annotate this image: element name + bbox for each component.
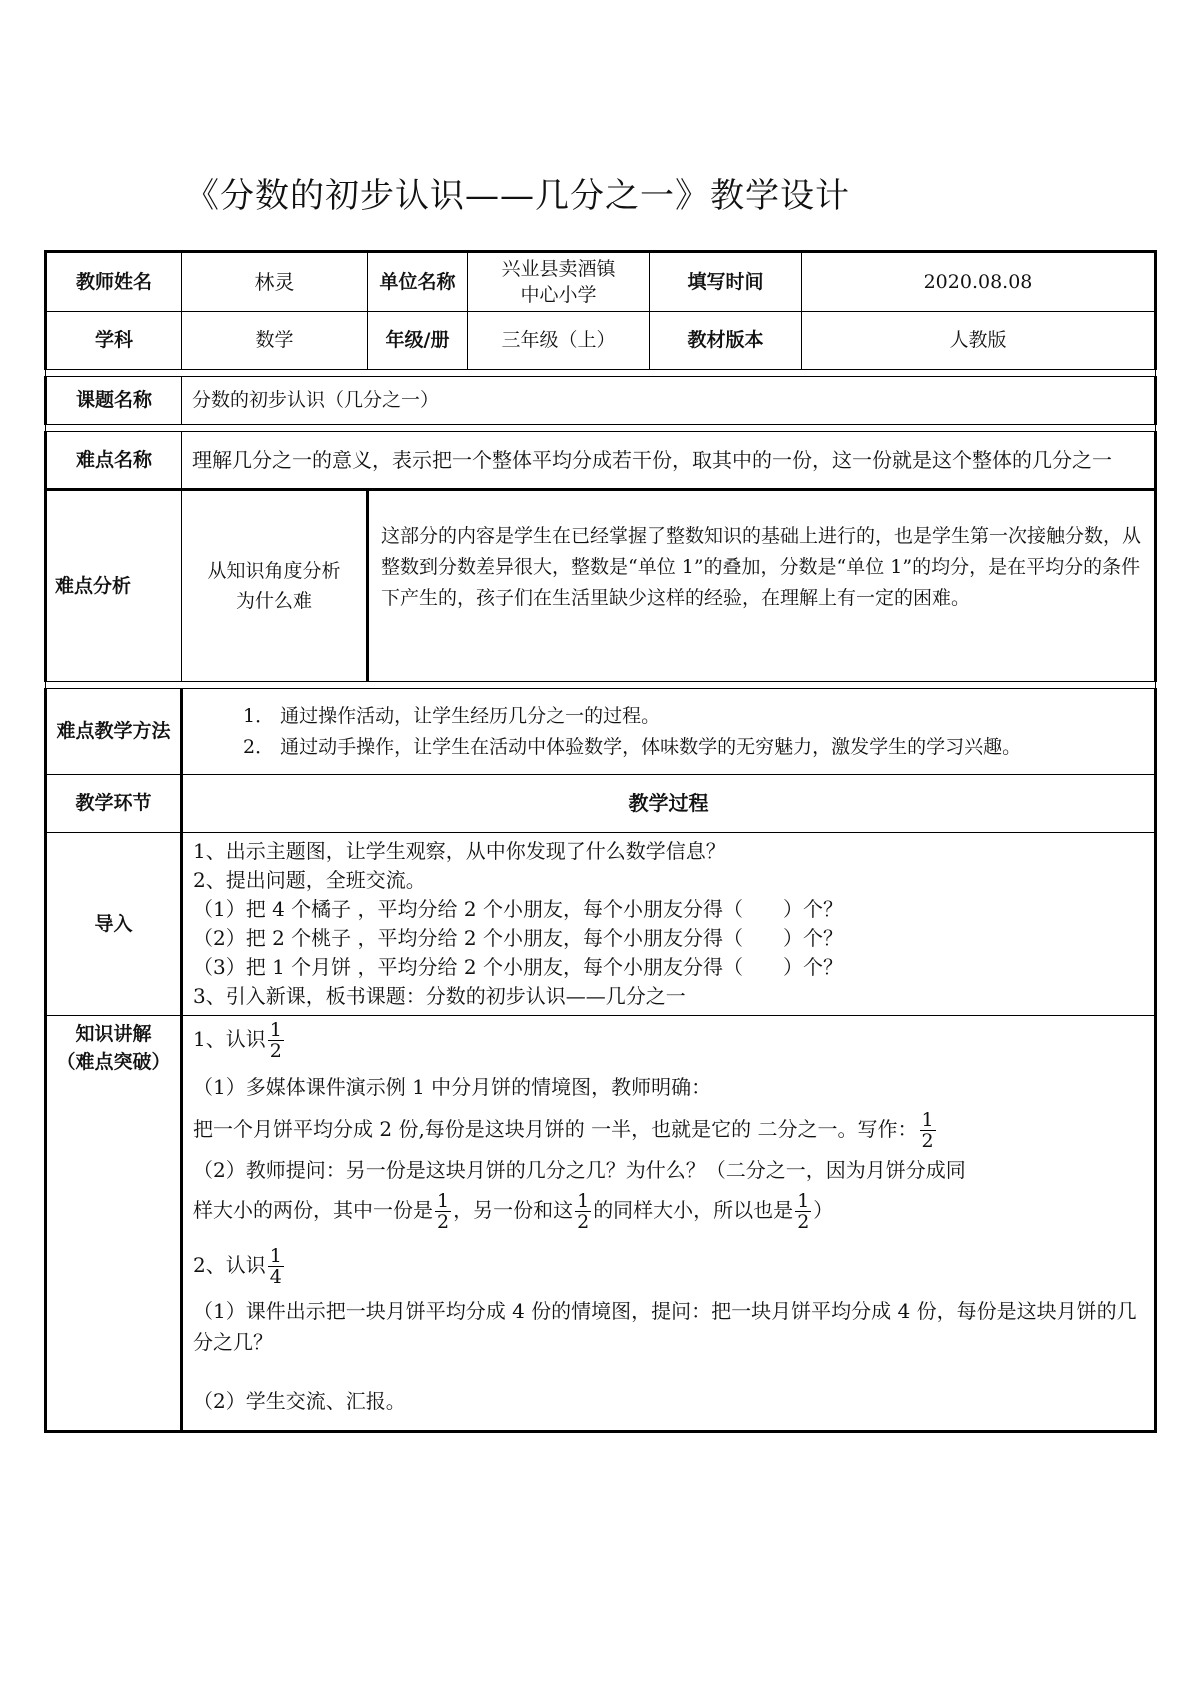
teacher-label: 教师姓名 (46, 252, 182, 312)
section-1-para-2: 把一个月饼平均分成 2 份,每份是这块月饼的 一半，也就是它的 二分之一。写作： $\frac{1}{2}$ (193, 1109, 934, 1152)
fraction-one-half: $\frac{1}{2}$ (269, 1019, 282, 1062)
analysis-value: 这部分的内容是学生在已经掌握了整数知识的基础上进行的，也是学生第一次接触分数，从整数到分数差异很大，整数是“单位 1”的叠加，分数是“单位 1”的均分，是在平均分的条件下产生的，孩子们在生活里缺少这样的经验，在理解上有一定的困难。 (368, 490, 1156, 682)
process-header-row (46, 775, 1156, 833)
unit-label: 单位名称 (368, 252, 468, 312)
difficulty-row (46, 432, 1156, 490)
fraction-one-half: $\frac{1}{2}$ (437, 1190, 450, 1233)
knowledge-row (46, 1016, 1156, 1432)
section-2-para-2: （2）学生交流、汇报。 (193, 1389, 406, 1413)
date-value: 2020.08.08 (802, 252, 1156, 312)
fraction-one-half: $\frac{1}{2}$ (577, 1190, 590, 1233)
difficulty-value: 理解几分之一的意义，表示把一个整体平均分成若干份，取其中的一份，这一份就是这个整体的几分之一 (182, 432, 1156, 490)
section-1-para-3b: 样大小的两份，其中一份是 $\frac{1}{2}$ ，另一份和这 $\frac{1}{2}$ 的同样大小，所以也是 $\frac{1}{2}$ ） (193, 1190, 834, 1233)
fraction-one-quarter: $\frac{1}{4}$ (269, 1245, 282, 1288)
topic-value: 分数的初步认识（几分之一） (182, 377, 1156, 425)
intro-line-3: （1）把 4 个橘子 ，平均分给 2 个小朋友，每个小朋友分得（ ）个？ (193, 897, 843, 921)
edition-value: 人教版 (802, 312, 1156, 370)
section-2-heading (193, 1234, 1144, 1296)
edition-label: 教材版本 (650, 312, 802, 370)
grade-label: 年级/册 (368, 312, 468, 370)
method-list (182, 689, 1156, 775)
unit-value-line1: 兴业县卖酒镇 (501, 258, 616, 280)
intro-line-4: （2）把 2 个桃子 ，平均分给 2 个小朋友，每个小朋友分得（ ）个？ (193, 926, 843, 950)
unit-value (468, 252, 650, 312)
subject-label: 学科 (46, 312, 182, 370)
unit-value-line2: 中心小学 (520, 284, 597, 306)
analysis-label: 难点分析 (46, 490, 182, 682)
info-row-2 (46, 312, 1156, 370)
topic-label: 课题名称 (46, 377, 182, 425)
section-1-heading (193, 1020, 1144, 1072)
process-stage-label: 教学环节 (46, 775, 182, 833)
knowledge-content (182, 1016, 1156, 1432)
fraction-one-half: $\frac{1}{2}$ (921, 1109, 934, 1152)
teacher-value: 林灵 (182, 252, 368, 312)
knowledge-label-line2: （难点突破） (56, 1051, 171, 1073)
intro-line-6: 3、引入新课，板书课题：分数的初步认识——几分之一 (193, 984, 686, 1008)
intro-line-2: 2、提出问题，全班交流。 (193, 868, 426, 892)
process-title: 教学过程 (182, 775, 1156, 833)
topic-row (46, 377, 1156, 425)
document-title: 《分数的初步认识——几分之一》教学设计 (185, 176, 850, 216)
date-label: 填写时间 (650, 252, 802, 312)
fraction-one-half: $\frac{1}{2}$ (797, 1190, 810, 1233)
knowledge-label (46, 1016, 182, 1432)
intro-line-5: （3）把 1 个月饼 ，平均分给 2 个小朋友，每个小朋友分得（ ）个？ (193, 955, 843, 979)
analysis-row (46, 490, 1156, 682)
difficulty-label: 难点名称 (46, 432, 182, 490)
analysis-sub-label: 从知识角度分析为什么难 (182, 490, 368, 682)
lesson-plan-table (44, 250, 1157, 1433)
section-1-para-1: （1）多媒体课件演示例 1 中分月饼的情境图，教师明确： (193, 1075, 712, 1099)
grade-value: 三年级（上） (468, 312, 650, 370)
intro-content (182, 833, 1156, 1016)
method-item-1: 1． 通过操作活动，让学生经历几分之一的过程。 (243, 704, 661, 727)
method-row (46, 689, 1156, 775)
section-2-prefix: 2、认识 (193, 1253, 266, 1277)
info-row-1 (46, 252, 1156, 312)
intro-label: 导入 (46, 833, 182, 1016)
knowledge-label-line1: 知识讲解 (75, 1023, 152, 1045)
section-1-prefix: 1、认识 (193, 1027, 266, 1051)
section-2-para-1: （1）课件出示把一块月饼平均分成 4 份的情境图，提问：把一块月饼平均分成 4 份，每份是这块月饼的几分之几？ (193, 1299, 1137, 1354)
method-item-2: 2． 通过动手操作，让学生在活动中体验数学，体味数学的无穷魅力，激发学生的学习兴趣。 (243, 735, 1022, 758)
intro-line-1: 1、出示主题图，让学生观察，从中你发现了什么数学信息？ (193, 839, 726, 863)
intro-row (46, 833, 1156, 1016)
section-1-para-3a: （2）教师提问：另一份是这块月饼的几分之几？为什么？（二分之一，因为月饼分成同 (193, 1158, 966, 1182)
method-label: 难点教学方法 (46, 689, 182, 775)
subject-value: 数学 (182, 312, 368, 370)
